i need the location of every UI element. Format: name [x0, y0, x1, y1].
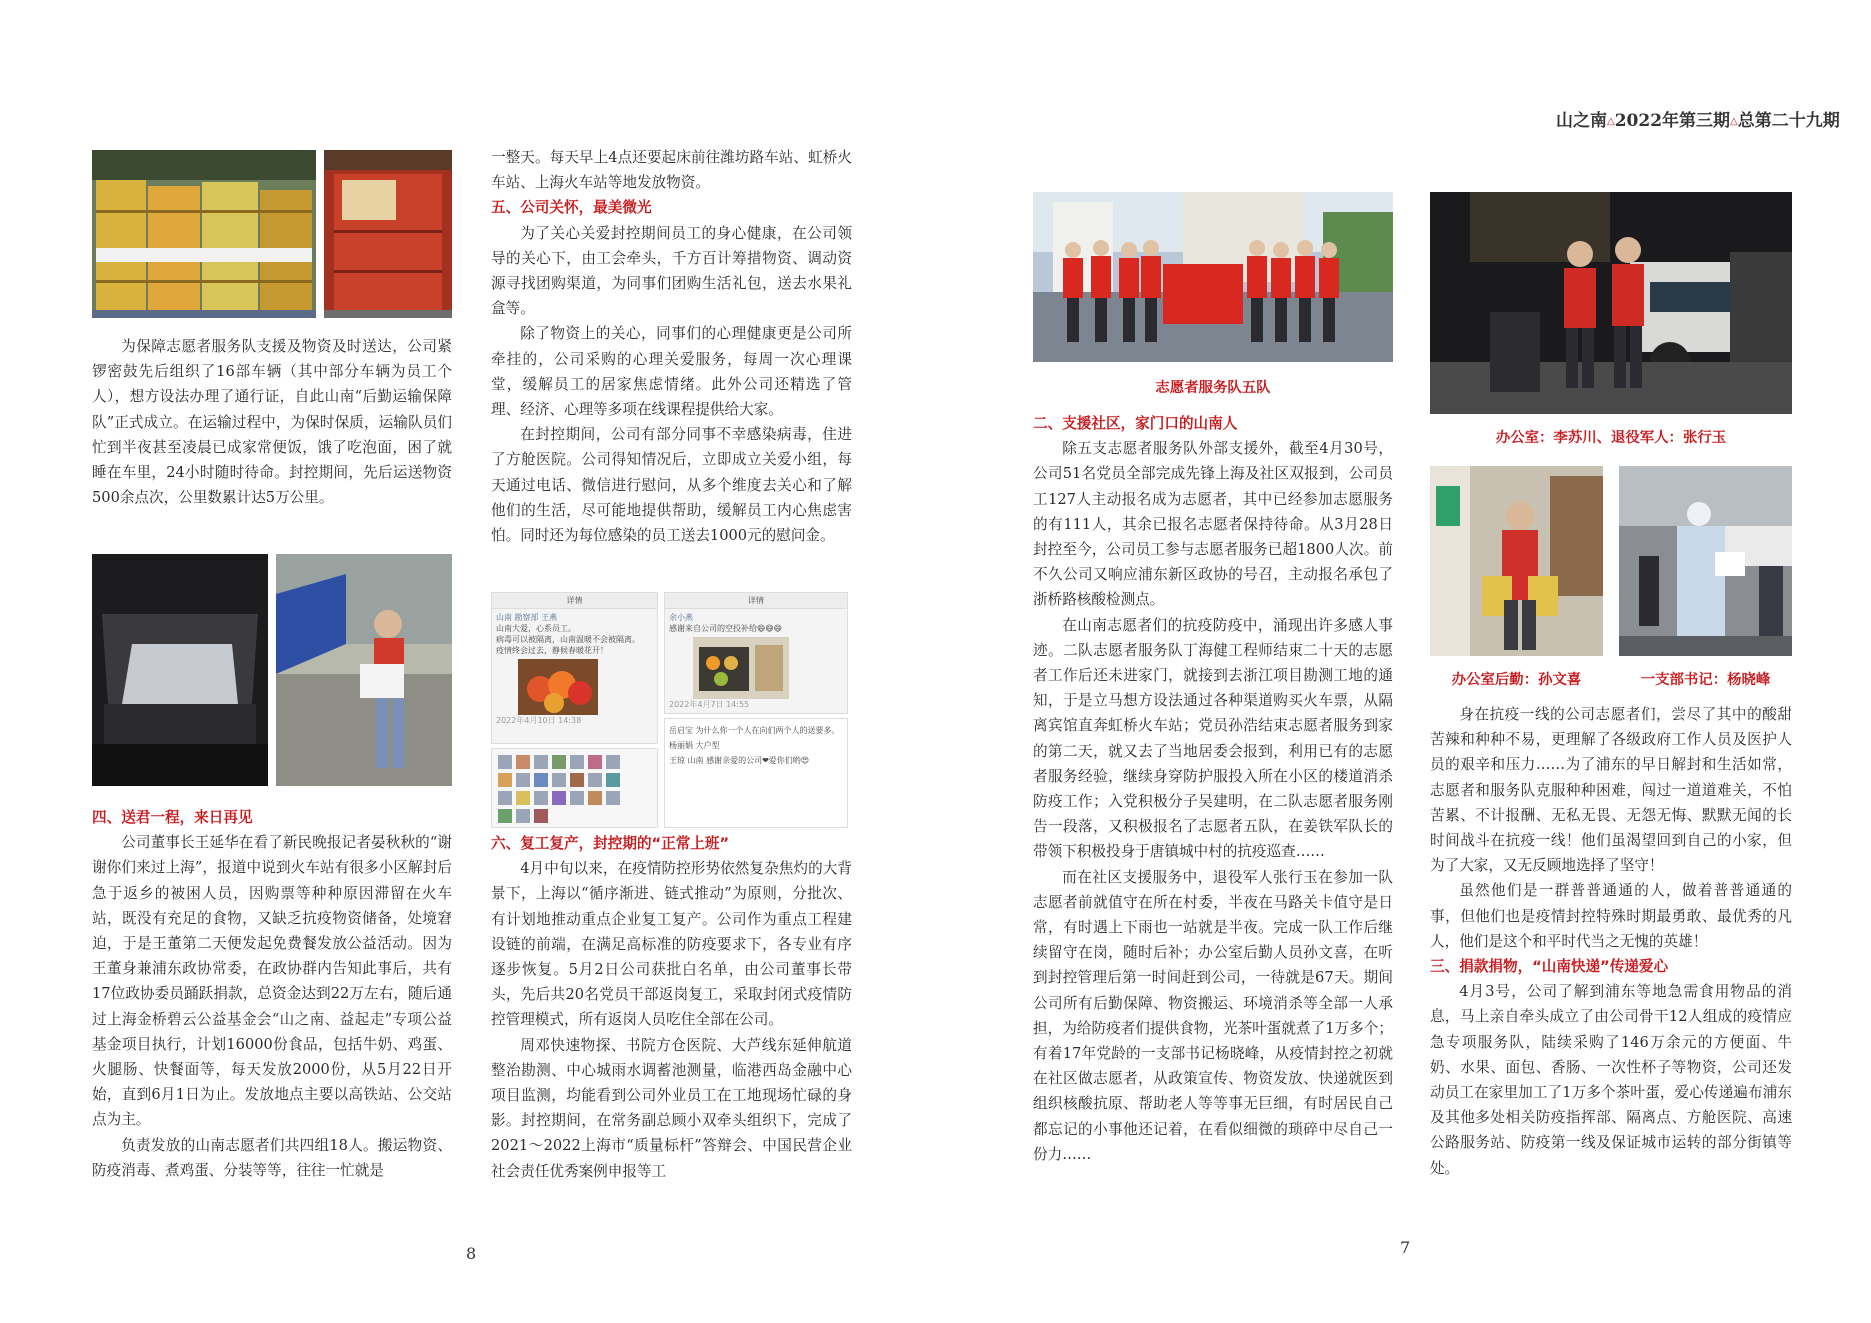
- section-heading-5: 五、公司关怀，最美微光: [491, 199, 652, 217]
- page-number-right: 7: [1400, 1238, 1411, 1257]
- post-line: 病毒可以被隔离，山南温暖不会被隔离。: [496, 635, 640, 644]
- post-time: 2022年4月10日 14:38: [496, 716, 582, 725]
- caption-office-veteran: 办公室：李苏川、退役军人：张行玉: [1495, 430, 1727, 446]
- car-trunk-image: [92, 554, 268, 786]
- magazine-name: 山之南: [1556, 111, 1607, 131]
- volunteer-carrying-image: [276, 554, 452, 786]
- paragraph: 在山南志愿者们的抗疫防疫中，涌现出许多感人事迹。二队志愿者服务队丁海健工程师结束二十天的志愿者工作后还未进家门，就接到去浙江项目勘测工地的通知，于是立马想方设法通过各种渠道购买火车票，从隔离宾馆直奔虹桥火车站；党员孙浩结束志愿者服务到家的第二天，就又去了当地居委会报到，利用已有的志愿者服务经验，继续身穿防护服投入所在小区的楼道消杀防疫工作；入党积极分子吴建明，在二队志愿者服务刚告一段落，又积极报名了志愿者五队，在姜铁军队长的带领下积极投身于唐镇城中村的抗疫巡查……: [1033, 616, 1393, 861]
- paragraph: 负责发放的山南志愿者们共四组18人。搬运物资、防疫消毒、煮鸡蛋、分装等等，往往一忙就是: [92, 1136, 452, 1179]
- gift-boxes-image: [324, 150, 452, 318]
- paragraph: 一整天。每天早上4点还要起床前往潍坊路车站、虹桥火车站、上海火车站等地发放物资。: [491, 149, 852, 192]
- triangle-icon: △: [1607, 116, 1615, 127]
- supply-boxes-image: [92, 150, 316, 318]
- paragraph: 而在社区支援服务中，退役军人张行玉在参加一队志愿者前就值守在所在村委，半夜在马路关卡值守是日常，有时遇上下雨也一站就是半夜。完成一队工作后继续留守在岗，随时后补；办公室后勤人员孙文喜，在听到封控管理后第一时间赶到公司，一待就是67天。期间公司所有后勤保障、物资搬运、环境消杀等全部一人承担，为给防疫者们提供食物，光茶叶蛋就煮了1万多个；有着17年党龄的一支部书记杨晓峰，从疫情封控之初就在社区做志愿者，从政策宣传、物资发放、快递就医到组织核酸抗原、帮助老人等等事无巨细，有时居民自己都忘记的小事他还记着，在看似细微的琐碎中尽自己一份力……: [1033, 868, 1393, 1163]
- paragraph: 4月3号，公司了解到浦东等地急需食用物品的消息，马上亲自牵头成立了由公司骨干12人组成的疫情应急专项服务队，陆续采购了146万余元的方便面、牛奶、水果、面包、香肠、一次性杯子等物资，公司还发动员工在家里加工了1万多个茶叶蛋，爱心传递遍布浦东及其他多处相关防疫指挥部、隔离点、方舱医院、高速公路服务站、防疫第一线及保证城市运转的部分街镇等处。: [1430, 983, 1792, 1177]
- wechat-comments: [664, 718, 848, 828]
- wechat-screenshot-right: [664, 592, 848, 714]
- running-header: [1556, 106, 1840, 131]
- post-line: 疫情终会过去，静候春暖花开！: [496, 646, 608, 655]
- photo-night-volunteers: [1430, 192, 1792, 414]
- paragraph: 除了物资上的关心，同事们的心理健康更是公司所牵挂的，公司采购的心理关爱服务，每周一次心理课堂，缓解员工的居家焦虑情绪。此外公司还精选了管理、经济、心理等多项在线课程提供给大家。: [491, 325, 852, 419]
- screenshot-title: 详情: [665, 593, 847, 609]
- photo-office-logistics: [1430, 466, 1603, 656]
- paragraph: 身在抗疫一线的公司志愿者们，尝尽了其中的酸甜苦辣和种种不易，更理解了各级政府工作人员及医护人员的艰辛和压力……为了浦东的早日解封和生活如常，志愿者和服务队克服种种困难，闯过一道道难关，不怕苦累、不计报酬、无私无畏、无怨无悔、默默无闻的长时间战斗在抗疫一线！他们虽渴望回到自己的小家，但为了大家，又无反顾地选择了坚守！: [1430, 706, 1792, 875]
- left-column-1b: [92, 805, 452, 1183]
- post-author: 山南 勘察部 王燕: [496, 613, 558, 622]
- paragraph: 周邓快速物探、书院方仓医院、大芦线东延伸航道整治勘测、中心城雨水调蓄池测量，临港西岛金融中心项目监测，均能看到公司外业员工在工地现场忙碌的身影。封控期间，在常务副总顾小双牵头组织下，完成了2021～2022上海市“质量标杆”答辩会、中国民营企业社会责任优秀案例申报等工: [491, 1036, 852, 1180]
- branch-secretary-image: [1619, 466, 1792, 656]
- caption-team-5: 志愿者服务队五队: [1155, 380, 1271, 396]
- section-heading-3: 三、捐款捐物，“山南快递”传递爱心: [1430, 958, 1669, 976]
- section-heading-4: 四、送君一程，来日再见: [92, 809, 253, 826]
- paragraph: 公司董事长王延华在看了新民晚报记者晏秋秋的“谢谢你们来过上海”，报道中说到火车站有很多小区解封后急于返乡的被困人员，因购票等种种原因滞留在火车站，既没有充足的食物，又缺乏抗疫物资储备，处境窘迫，于是王董第二天便发起免费餐发放公益活动。因为王董身兼浦东政协常委，在政协群内告知此事后，共有17位政协委员踊跃捐款，总资金达到22万左右，随后通过上海金桥碧云公益基金会“山之南、益起走”专项公益基金项目执行，计划16000份食品，包括牛奶、鸡蛋、火腿肠、快餐面等，每天发放2000份，从5月22日开始，直到6月1日为止。发放地点主要以高铁站、公交站点为主。: [92, 834, 452, 1129]
- wechat-screenshot-left: [491, 592, 658, 744]
- total-issue-label: 总第二十九期: [1737, 111, 1840, 131]
- photo-volunteer-team-5: [1033, 192, 1393, 362]
- paragraph: 虽然他们是一群普普通通的人，做着普普通通的事，但他们也是疫情封控特殊时期最勇敢、最优秀的凡人，他们是这个和平时代当之无愧的英雄！: [1430, 882, 1792, 950]
- post-time: 2022年4月7日 14:55: [669, 700, 750, 709]
- caption-branch-secretary: 一支部书记：杨晓峰: [1640, 672, 1771, 688]
- paragraph: 为保障志愿者服务队支援及物资及时送达，公司紧锣密鼓先后组织了16部车辆（其中部分车辆为员工个人），想方设法办理了通行证，自此山南“后勤运输保障队”正式成立。在运输过程中，为保时保质，运输队员们忙到半夜甚至凌晨已成家常便饭，饿了吃泡面，困了就睡在车里，24小时随时待命。封控期间，先后运送物资500余点次，公里数累计达5万公里。: [92, 338, 452, 507]
- section-heading-6: 六、复工复产，封控期的“正常上班”: [491, 835, 730, 852]
- triangle-icon: △: [1730, 116, 1738, 127]
- office-logistics-image: [1430, 466, 1603, 656]
- issue-label: 2022年第三期: [1614, 111, 1731, 131]
- page-number-left: 8: [466, 1244, 477, 1263]
- caption-office-logistics: 办公室后勤：孙文喜: [1451, 672, 1582, 688]
- left-column-2a: [491, 145, 852, 548]
- left-column-1a: [92, 334, 452, 510]
- paragraph: 除五支志愿者服务队外部支援外，截至4月30号，公司51名党员全部完成先锋上海及社区双报到，公司员工127人主动报名成为志愿者，其中已经参加志愿服务的有111人，其余已报名志愿者保持待命。从3月28日封控至今，公司员工参与志愿者服务已超1800人次。前不久公司又响应浦东新区政协的号召，主动报名承包了浙桥路核酸检测点。: [1033, 440, 1393, 609]
- fruit-photo: [518, 659, 598, 715]
- left-column-2b: [491, 831, 852, 1184]
- paragraph: 在封控期间，公司有部分同事不幸感染病毒，住进了方舱医院。公司得知情况后，立即成立关爱小组，每天通过电话、微信进行慰问，从多个维度去关心和了解他们的生活，尽可能地提供帮助，缓解员工内心焦虑害怕。同时还为每位感染的员工送去1000元的慰问金。: [491, 426, 852, 545]
- comment: 岳启宝 为什么你一个人在向们两个人的送要多。: [669, 726, 840, 735]
- post-line: 感谢来自公司的空投补给😄😄😄: [669, 624, 783, 633]
- photo-company-gift-boxes: [324, 150, 452, 318]
- paragraph: 4月中旬以来，在疫情防控形势依然复杂焦灼的大背景下，上海以“循序渐进、链式推动”为原则，分批次、有计划地推动重点企业复工复产。公司作为重点工程建设链的前端，在满足高标准的防疫要求下，各专业有序逐步恢复。5月2日公司获批白名单，由公司董事长带头，先后共20名党员干部返岗复工，采取封闭式疫情防控管理模式，所有返岗人员吃住全部在公司。: [491, 860, 852, 1029]
- photo-branch-secretary: [1619, 466, 1792, 656]
- night-volunteers-image: [1430, 192, 1792, 414]
- right-column-4: [1430, 702, 1792, 1181]
- photo-car-trunk: [92, 554, 268, 786]
- screenshot-title: 详情: [492, 593, 657, 609]
- section-heading-2: 二、支援社区，家门口的山南人: [1033, 415, 1238, 432]
- comment: 王琼 山南 感谢亲爱的公司❤爱你们哟😍: [669, 756, 810, 765]
- right-column-3: [1033, 411, 1393, 1167]
- wechat-avatar-grid: [491, 748, 658, 828]
- photo-supply-boxes: [92, 150, 316, 318]
- comment: 杨丽娟 大户型: [669, 741, 720, 750]
- post-line: 山南大爱，心系员工。: [496, 624, 576, 633]
- volunteer-team-image: [1033, 192, 1393, 362]
- photo-volunteer-carrying: [276, 554, 452, 786]
- gift-box-photo: [693, 637, 789, 699]
- avatar-grid-image: [492, 749, 657, 827]
- post-author: 余小燕: [669, 613, 693, 622]
- paragraph: 为了关心关爱封控期间员工的身心健康，在公司领导的关心下，由工会牵头，千方百计筹措物资、调动资源寻找团购渠道，为同事们团购生活礼包，送去水果礼盒等。: [491, 224, 852, 318]
